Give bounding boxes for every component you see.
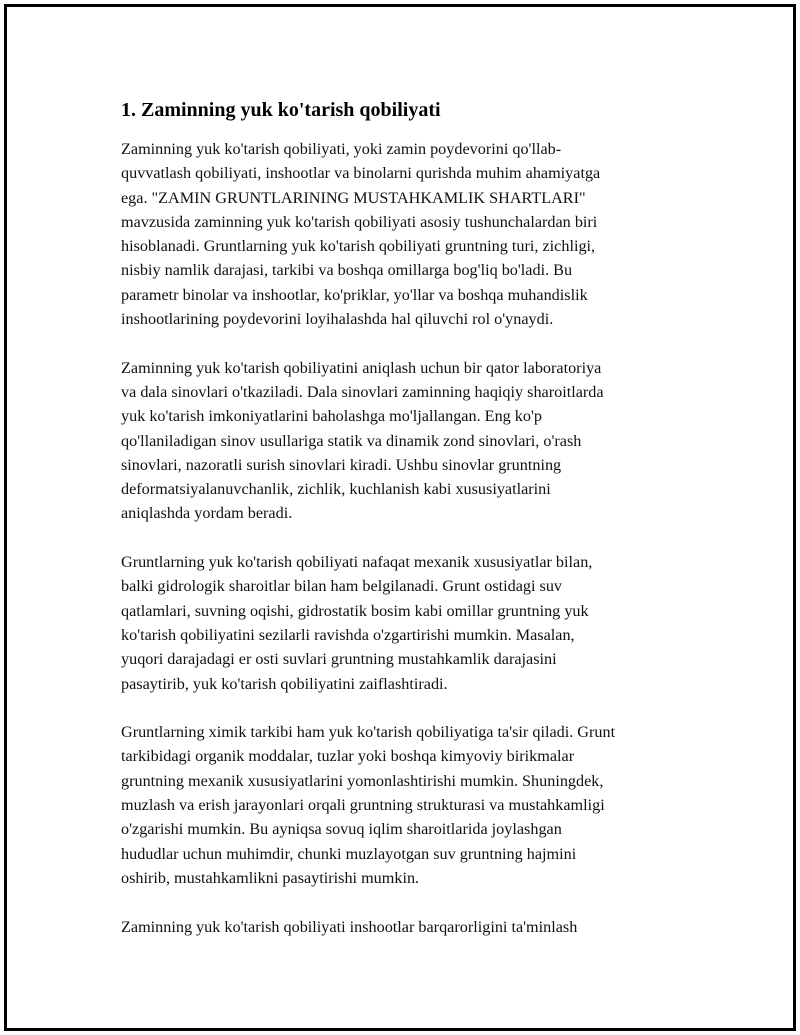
paragraph-4: Gruntlarning ximik tarkibi ham yuk ko'tarish qobiliyatiga ta'sir qiladi. Grunt tarkibidagi organik moddalar, tuzlar yoki boshqa kimyoviy birikmalar gruntning mexanik xususiyatlarini yomonlashtirishi mumkin. Shuningdek, muzlash va erish jarayonlari orqali gruntning strukturasi va mustahkamligi o'zgarishi mumkin. Bu ayniqsa sovuq iqlim sharoitlarida joylashgan hududlar uchun muhimdir, chunki muzlayotgan suv gruntning hajmini oshirib, mustahkamlikni pasaytirishi mumkin. (121, 723, 616, 887)
paragraph-1: Zaminning yuk ko'tarish qobiliyati, yoki zamin poydevorini qo'llab- quvvatlash qobiliyati, inshootlar va binolarni qurishda muhim ahamiyatga ega. "ZAMIN GRUNTLARINING MUSTAHKAMLIK SHARTLARI" mavzusida zaminning yuk ko'tarish qobiliyati asosiy tushunchalardan biri hisoblanadi. Gruntlarning yuk ko'tarish qobiliyati gruntning turi, zichligi, nisbiy namlik darajasi, tarkibi va boshqa omillarga bog'liq bo'ladi. Bu parametr binolar va inshootlar, ko'priklar, yo'llar va boshqa muhandislik inshootlarining poydevorini loyihalashda hal qiluvchi rol o'ynaydi. (121, 140, 601, 329)
page-frame (4, 4, 796, 1031)
paragraph-5: Zaminning yuk ko'tarish qobiliyati inshootlar barqarorligini ta'minlash (121, 917, 578, 936)
section-heading: 1. Zaminning yuk ko'tarish qobiliyati (121, 99, 441, 121)
paragraph-2: Zaminning yuk ko'tarish qobiliyatini aniqlash uchun bir qator laboratoriya va dala sinovlari o'tkaziladi. Dala sinovlari zaminning haqiqiy sharoitlarda yuk ko'tarish imkoniyatlarini baholashga mo'ljallangan. Eng ko'p qo'llaniladigan sinov usullariga statik va dinamik zond sinovlari, o'rash sinovlari, nazoratli surish sinovlari kiradi. Ushbu sinovlar gruntning deformatsiyalanuvchanlik, zichlik, kuchlanish kabi xususiyatlarini aniqlashda yordam beradi. (121, 358, 604, 523)
document-body (121, 97, 681, 963)
paragraph-3: Gruntlarning yuk ko'tarish qobiliyati nafaqat mexanik xususiyatlar bilan, balki gidrologik sharoitlar bilan ham belgilanadi. Grunt ostidagi suv qatlamlari, suvning oqishi, gidrostatik bosim kabi omillar gruntning yuk ko'tarish qobiliyatini sezilarli ravishda o'zgartirishi mumkin. Masalan, yuqori darajadagi er osti suvlari gruntning mustahkamlik darajasini pasaytirib, yuk ko'tarish qobiliyatini zaiflashtiradi. (121, 553, 593, 693)
